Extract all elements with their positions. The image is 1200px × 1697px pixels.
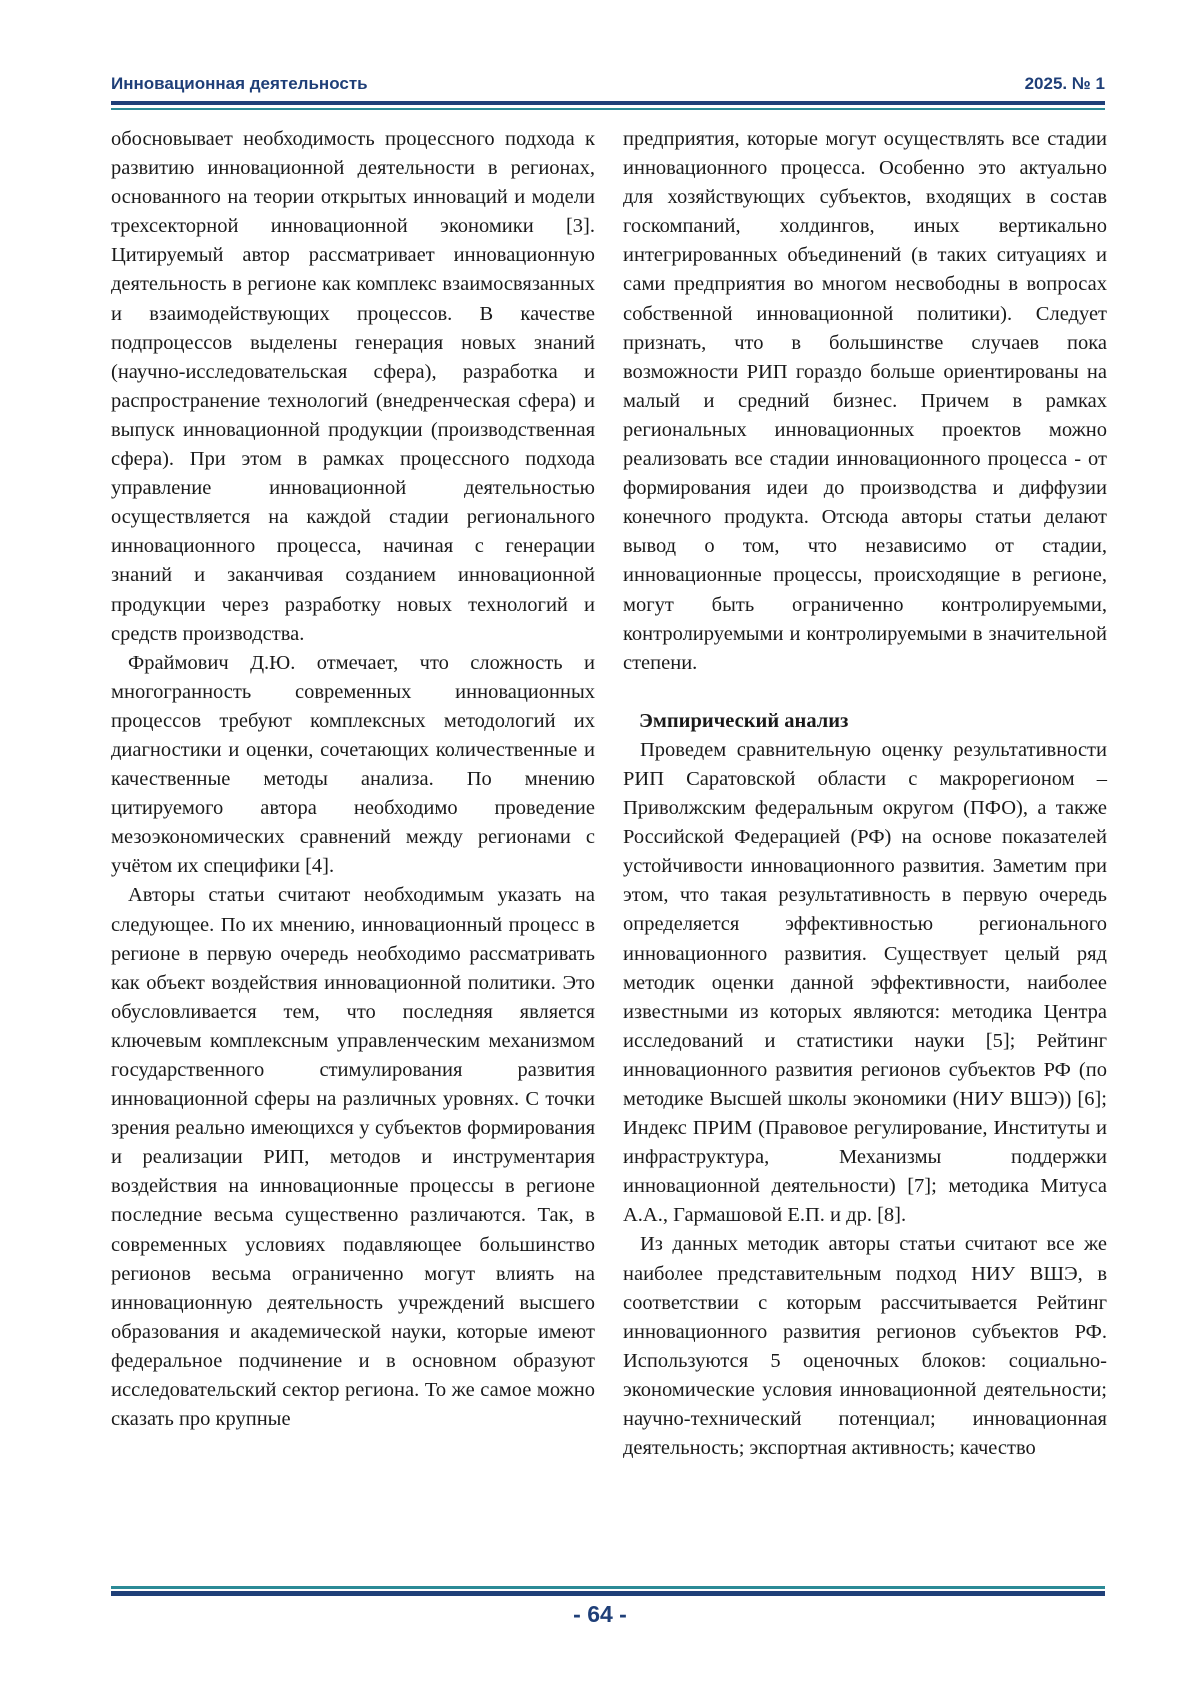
issue-number: 2025. № 1 bbox=[1024, 74, 1105, 93]
page-number: - 64 - bbox=[573, 1601, 627, 1627]
section-heading: Эмпирический анализ bbox=[639, 709, 849, 732]
footer-rule-thick bbox=[111, 1591, 1105, 1596]
paragraph: предприятия, которые могут осуществлять все стадии инновационного процесса. Особенно это актуально для хозяйствующих субъектов, входящих в состав госкомпаний, холдингов, иных вертикально интегрированных объединений (в таких ситуациях и сами предприятия во многом несвободны в вопросах собственной инновационной политики). Следует признать, что в большинстве случаев пока возможности РИП гораздо больше ориентированы на малый и средний бизнес. Причем в рамках региональных инновационных проектов можно реализовать все стадии инновационного процесса - от формирования идеи до производства и диффузии конечного продукта. Отсюда авторы статьи делают вывод о том, что независимо от стадии, инновационные процессы, происходящие в регионе, могут быть ограниченно контролируемыми, контролируемыми и контролируемыми в значительной степени. bbox=[623, 128, 1107, 674]
paragraph: Из данных методик авторы статьи считают все же наиболее представительным подход НИУ ВШЭ, в соответствии с которым рассчитывается Рейтинг инновационного развития регионов субъектов РФ. Используются 5 оценочных блоков: социально-экономические условия инновационной деятельности; научно-технический потенциал; инновационная деятельность; экспортная активность; качество bbox=[623, 1233, 1107, 1460]
paragraph: Проведем сравнительную оценку результативности РИП Саратовской области с макрорегионом – Приволжским федеральным округом (ПФО), а также Российской Федерацией (РФ) на основе показателей устойчивости инновационного развития. Заметим при этом, что такая результативность в первую очередь определяется эффективностью регионального инновационного развития. Существует целый ряд методик оценки данной эффективности, наиболее известными из которых являются: методика Центра исследований и статистики науки [5]; Рейтинг инновационного развития регионов субъектов РФ (по методике Высшей школы экономики (НИУ ВШЭ)) [6]; Индекс ПРИМ (Правовое регулирование, Институты и инфраструктура, Механизмы поддержки инновационной деятельности) [7]; методика Митуса А.А., Гармашовой Е.П. и др. [8]. bbox=[623, 738, 1107, 1227]
left-column bbox=[111, 125, 595, 1434]
journal-title: Инновационная деятельность bbox=[111, 74, 368, 93]
paragraph: обосновывает необходимость процессного подхода к развитию инновационной деятельности в регионах, основанного на теории открытых инноваций и модели трехсекторной инновационной экономики [3]. Цитируемый автор рассматривает инновационную деятельность в регионе как комплекс взаимосвязанных и взаимодействующих процессов. В качестве подпроцессов выделены генерация новых знаний (научно-исследовательская сфера), разработка и распространение технологий (внедренческая сфера) и выпуск инновационной продукции (производственная сфера). При этом в рамках процессного подхода управление инновационной деятельностью осуществляется на каждой стадии регионального инновационного процесса, начиная с генерации знаний и заканчивая созданием инновационной продукции через разработку новых технологий и средств производства. bbox=[111, 128, 595, 645]
paragraph: Фраймович Д.Ю. отмечает, что сложность и многогранность современных инновационных процессов требуют комплексных методологий их диагностики и оценки, сочетающих количественные и качественные методы анализа. По мнению цитируемого автора необходимо проведение мезоэкономических сравнений между регионами с учётом их специфики [4]. bbox=[111, 651, 595, 878]
header-rule-thin bbox=[111, 108, 1105, 110]
paragraph: Авторы статьи считают необходимым указать на следующее. По их мнению, инновационный процесс в регионе в первую очередь необходимо рассматривать как объект воздействия инновационной политики. Это обусловливается тем, что последняя является ключевым комплексным управленческим механизмом государственного стимулирования развития инновационной сферы на различных уровнях. С точки зрения реально имеющихся у субъектов формирования и реализации РИП, методов и инструментария воздействия на инновационные процессы в регионе последние весьма существенно различаются. Так, в современных условиях подавляющее большинство регионов весьма ограниченно могут влиять на инновационную деятельность учреждений высшего образования и академической науки, которые имеют федеральное подчинение и в основном образуют исследовательский сектор региона. То же самое можно сказать про крупные bbox=[111, 884, 595, 1431]
footer-rule-thin bbox=[111, 1586, 1105, 1589]
running-header bbox=[111, 74, 1105, 96]
header-rule-thick bbox=[111, 101, 1105, 105]
right-column bbox=[623, 125, 1107, 1463]
